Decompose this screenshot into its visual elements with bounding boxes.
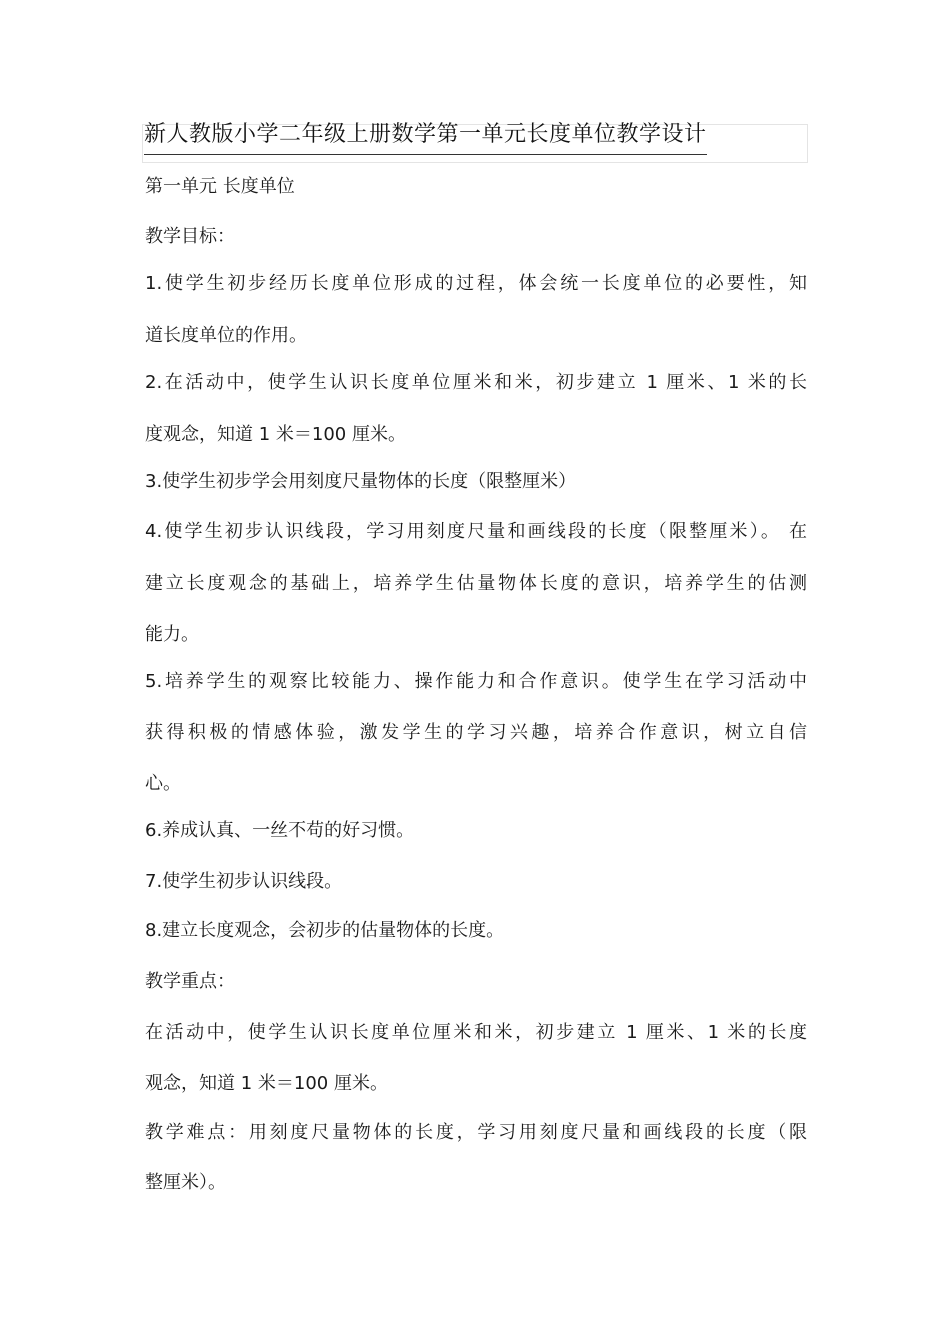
paragraph-line: 度观念，知道 1 米＝100 厘米。 bbox=[145, 424, 406, 445]
section-heading-difficulties: 教学难点：用刻度尺量物体的长度，学习用刻度尺量和画线段的长度（限 bbox=[145, 1122, 807, 1143]
paragraph-line: 3.使学生初步学会用刻度尺量物体的长度（限整厘米） bbox=[145, 471, 577, 492]
document-title: 新人教版小学二年级上册数学第一单元长度单位教学设计 bbox=[144, 118, 707, 155]
paragraph-line: 2.在活动中，使学生认识长度单位厘米和米，初步建立 1 厘米、1 米的长 bbox=[145, 372, 807, 393]
paragraph-line: 4.使学生初步认识线段，学习用刻度尺量和画线段的长度（限整厘米）。 在 bbox=[145, 521, 807, 542]
paragraph-line: 观念，知道 1 米＝100 厘米。 bbox=[145, 1073, 388, 1094]
paragraph-line: 7.使学生初步认识线段。 bbox=[145, 871, 343, 892]
paragraph-line: 8.建立长度观念，会初步的估量物体的长度。 bbox=[145, 920, 505, 941]
paragraph-line: 能力。 bbox=[145, 624, 199, 645]
section-heading-key-points: 教学重点： bbox=[145, 971, 235, 992]
paragraph-line: 道长度单位的作用。 bbox=[145, 325, 307, 346]
section-heading-objectives: 教学目标： bbox=[145, 226, 235, 247]
unit-heading: 第一单元 长度单位 bbox=[145, 176, 295, 197]
paragraph-line: 5.培养学生的观察比较能力、操作能力和合作意识。使学生在学习活动中 bbox=[145, 671, 807, 692]
paragraph-line: 心。 bbox=[145, 773, 181, 794]
paragraph-line: 整厘米）。 bbox=[145, 1172, 226, 1193]
paragraph-line: 建立长度观念的基础上，培养学生估量物体长度的意识，培养学生的估测 bbox=[145, 573, 807, 594]
paragraph-line: 1.使学生初步经历长度单位形成的过程，体会统一长度单位的必要性，知 bbox=[145, 273, 807, 294]
paragraph-line: 6.养成认真、一丝不苟的好习惯。 bbox=[145, 820, 415, 841]
paragraph-line: 获得积极的情感体验，激发学生的学习兴趣，培养合作意识，树立自信 bbox=[145, 722, 807, 743]
paragraph-line: 在活动中，使学生认识长度单位厘米和米，初步建立 1 厘米、1 米的长度 bbox=[145, 1022, 807, 1043]
